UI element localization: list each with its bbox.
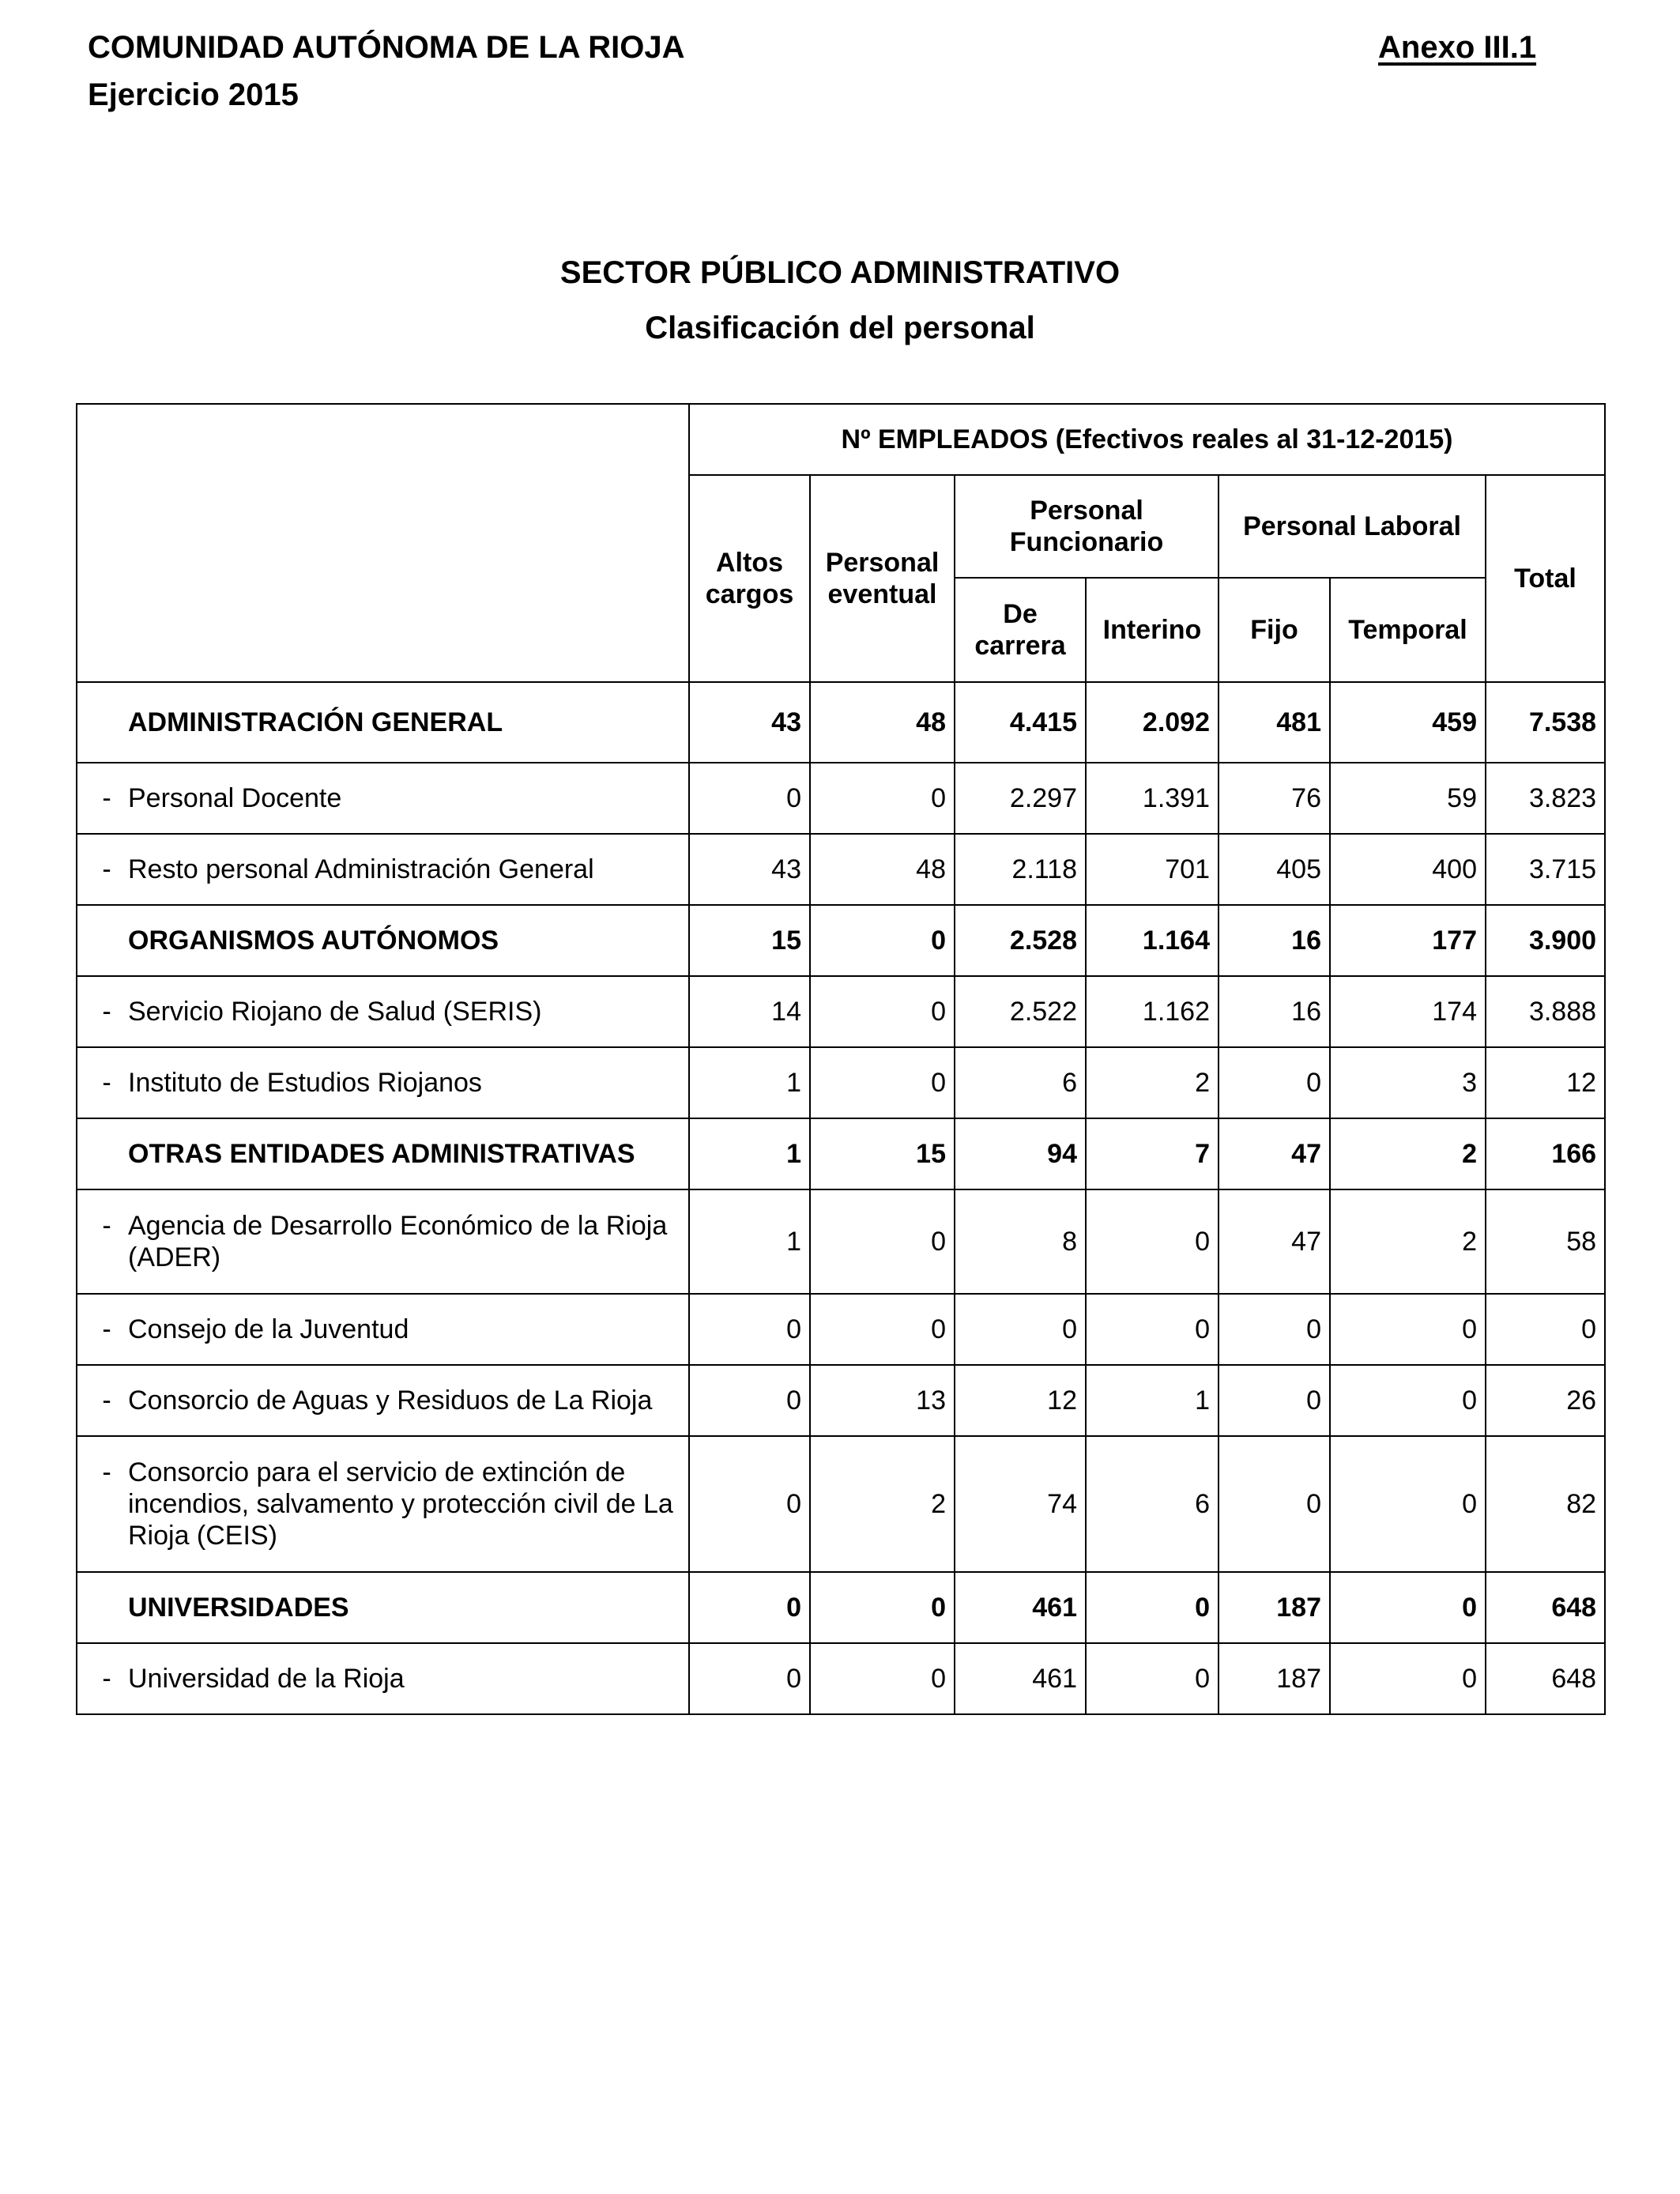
cell-altos-cargos: 43 xyxy=(689,834,810,905)
row-label: Agencia de Desarrollo Económico de la Rioja (ADER) xyxy=(128,1211,668,1272)
cell-personal-eventual: 0 xyxy=(810,1294,955,1365)
cell-de-carrera: 461 xyxy=(955,1643,1086,1714)
row-label-cell xyxy=(77,1572,689,1643)
cell-temporal: 2 xyxy=(1330,1118,1486,1189)
cell-fijo: 0 xyxy=(1219,1294,1330,1365)
cell-personal-eventual: 13 xyxy=(810,1365,955,1436)
header-temporal: Temporal xyxy=(1330,578,1486,682)
row-bullet: - xyxy=(102,997,111,1027)
main-title: SECTOR PÚBLICO ADMINISTRATIVO xyxy=(559,255,1121,290)
header-total: Total xyxy=(1486,475,1605,682)
cell-de-carrera: 8 xyxy=(955,1189,1086,1294)
cell-altos-cargos: 0 xyxy=(689,1294,810,1365)
cell-personal-eventual: 0 xyxy=(810,1572,955,1643)
table-group-row xyxy=(77,905,1605,976)
cell-altos-cargos: 0 xyxy=(689,763,810,834)
row-bullet: - xyxy=(102,1068,111,1098)
table-row xyxy=(77,1365,1605,1436)
header-personal-eventual: Personal eventual xyxy=(810,475,955,682)
cell-interino: 2.092 xyxy=(1086,682,1219,763)
row-label-cell xyxy=(77,834,689,905)
cell-total: 3.715 xyxy=(1486,834,1605,905)
row-label: Universidad de la Rioja xyxy=(128,1664,405,1694)
header-de-carrera: De carrera xyxy=(955,578,1086,682)
cell-fijo: 187 xyxy=(1219,1643,1330,1714)
cell-fijo: 47 xyxy=(1219,1189,1330,1294)
row-label-cell xyxy=(77,1189,689,1294)
title-block xyxy=(0,245,1680,356)
cell-temporal: 459 xyxy=(1330,682,1486,763)
row-bullet: - xyxy=(102,1457,111,1487)
cell-total: 12 xyxy=(1486,1047,1605,1118)
header-personal-laboral: Personal Laboral xyxy=(1219,475,1486,578)
cell-de-carrera: 6 xyxy=(955,1047,1086,1118)
table-row xyxy=(77,1436,1605,1572)
row-label: Consorcio de Aguas y Residuos de La Rioja xyxy=(128,1385,653,1416)
table-row xyxy=(77,1047,1605,1118)
cell-total: 3.888 xyxy=(1486,976,1605,1047)
row-label-cell xyxy=(77,1365,689,1436)
table-group-row xyxy=(77,682,1605,763)
cell-de-carrera: 94 xyxy=(955,1118,1086,1189)
row-label: Servicio Riojano de Salud (SERIS) xyxy=(128,997,542,1027)
cell-fijo: 16 xyxy=(1219,976,1330,1047)
cell-total: 82 xyxy=(1486,1436,1605,1572)
row-label-cell xyxy=(77,1294,689,1365)
row-bullet: - xyxy=(102,1664,111,1694)
cell-personal-eventual: 0 xyxy=(810,976,955,1047)
table-row xyxy=(77,763,1605,834)
cell-interino: 7 xyxy=(1086,1118,1219,1189)
cell-interino: 1 xyxy=(1086,1365,1219,1436)
cell-personal-eventual: 0 xyxy=(810,1047,955,1118)
subtitle: Clasificación del personal xyxy=(645,311,1035,345)
cell-interino: 2 xyxy=(1086,1047,1219,1118)
table-row xyxy=(77,1189,1605,1294)
row-label-cell xyxy=(77,976,689,1047)
cell-fijo: 481 xyxy=(1219,682,1330,763)
row-label-cell xyxy=(77,1643,689,1714)
row-bullet: - xyxy=(102,1211,111,1241)
cell-interino: 701 xyxy=(1086,834,1219,905)
cell-personal-eventual: 2 xyxy=(810,1436,955,1572)
annex-label: Anexo III.1 xyxy=(1378,30,1537,65)
row-label: Consejo de la Juventud xyxy=(128,1314,409,1344)
employees-header: Nº EMPLEADOS (Efectivos reales al 31-12-2015) xyxy=(689,404,1605,475)
cell-altos-cargos: 0 xyxy=(689,1365,810,1436)
header-personal-funcionario: Personal Funcionario xyxy=(955,475,1219,578)
cell-interino: 0 xyxy=(1086,1572,1219,1643)
row-label-cell xyxy=(77,1118,689,1189)
document-header xyxy=(88,24,685,119)
cell-total: 58 xyxy=(1486,1189,1605,1294)
org-name: COMUNIDAD AUTÓNOMA DE LA RIOJA xyxy=(88,30,685,65)
cell-altos-cargos: 1 xyxy=(689,1118,810,1189)
row-label: Instituto de Estudios Riojanos xyxy=(128,1068,482,1098)
cell-altos-cargos: 15 xyxy=(689,905,810,976)
table-row xyxy=(77,834,1605,905)
cell-temporal: 3 xyxy=(1330,1047,1486,1118)
cell-personal-eventual: 48 xyxy=(810,682,955,763)
cell-altos-cargos: 0 xyxy=(689,1436,810,1572)
cell-interino: 0 xyxy=(1086,1643,1219,1714)
row-label-cell xyxy=(77,1436,689,1572)
cell-altos-cargos: 1 xyxy=(689,1047,810,1118)
cell-altos-cargos: 0 xyxy=(689,1572,810,1643)
blank-header-cell xyxy=(77,404,689,682)
cell-temporal: 2 xyxy=(1330,1189,1486,1294)
cell-altos-cargos: 0 xyxy=(689,1643,810,1714)
cell-de-carrera: 74 xyxy=(955,1436,1086,1572)
row-label: ORGANISMOS AUTÓNOMOS xyxy=(128,925,499,956)
cell-total: 3.900 xyxy=(1486,905,1605,976)
cell-interino: 1.164 xyxy=(1086,905,1219,976)
row-label-cell xyxy=(77,763,689,834)
table-row xyxy=(77,976,1605,1047)
cell-personal-eventual: 15 xyxy=(810,1118,955,1189)
cell-temporal: 0 xyxy=(1330,1572,1486,1643)
personnel-table xyxy=(76,403,1606,1715)
row-label: ADMINISTRACIÓN GENERAL xyxy=(128,707,503,737)
row-label-cell xyxy=(77,905,689,976)
cell-interino: 1.162 xyxy=(1086,976,1219,1047)
cell-total: 648 xyxy=(1486,1643,1605,1714)
table-group-row xyxy=(77,1118,1605,1189)
cell-temporal: 400 xyxy=(1330,834,1486,905)
cell-de-carrera: 2.297 xyxy=(955,763,1086,834)
row-label: Consorcio para el servicio de extinción de incendios, salvamento y protección civil de La Rioja (CEIS) xyxy=(128,1457,673,1551)
cell-de-carrera: 2.528 xyxy=(955,905,1086,976)
row-label: UNIVERSIDADES xyxy=(128,1593,349,1623)
cell-fijo: 47 xyxy=(1219,1118,1330,1189)
row-label: OTRAS ENTIDADES ADMINISTRATIVAS xyxy=(128,1139,635,1169)
cell-temporal: 0 xyxy=(1330,1643,1486,1714)
table-body xyxy=(77,682,1605,1714)
row-bullet: - xyxy=(102,1314,111,1344)
row-bullet: - xyxy=(102,854,111,884)
cell-fijo: 187 xyxy=(1219,1572,1330,1643)
cell-de-carrera: 461 xyxy=(955,1572,1086,1643)
cell-altos-cargos: 43 xyxy=(689,682,810,763)
header-fijo: Fijo xyxy=(1219,578,1330,682)
cell-personal-eventual: 0 xyxy=(810,763,955,834)
table-row xyxy=(77,1643,1605,1714)
cell-de-carrera: 0 xyxy=(955,1294,1086,1365)
cell-total: 3.823 xyxy=(1486,763,1605,834)
cell-temporal: 59 xyxy=(1330,763,1486,834)
cell-personal-eventual: 0 xyxy=(810,1189,955,1294)
cell-temporal: 0 xyxy=(1330,1436,1486,1572)
row-bullet: - xyxy=(102,783,111,813)
cell-interino: 0 xyxy=(1086,1294,1219,1365)
cell-temporal: 0 xyxy=(1330,1365,1486,1436)
cell-temporal: 174 xyxy=(1330,976,1486,1047)
fiscal-year: Ejercicio 2015 xyxy=(88,77,299,112)
cell-personal-eventual: 0 xyxy=(810,905,955,976)
cell-interino: 0 xyxy=(1086,1189,1219,1294)
cell-interino: 6 xyxy=(1086,1436,1219,1572)
cell-fijo: 0 xyxy=(1219,1047,1330,1118)
cell-fijo: 0 xyxy=(1219,1365,1330,1436)
cell-altos-cargos: 14 xyxy=(689,976,810,1047)
cell-fijo: 76 xyxy=(1219,763,1330,834)
cell-total: 7.538 xyxy=(1486,682,1605,763)
cell-de-carrera: 4.415 xyxy=(955,682,1086,763)
cell-total: 166 xyxy=(1486,1118,1605,1189)
cell-de-carrera: 12 xyxy=(955,1365,1086,1436)
cell-total: 648 xyxy=(1486,1572,1605,1643)
cell-fijo: 16 xyxy=(1219,905,1330,976)
table-group-row xyxy=(77,1572,1605,1643)
cell-temporal: 0 xyxy=(1330,1294,1486,1365)
row-bullet: - xyxy=(102,1385,111,1416)
cell-temporal: 177 xyxy=(1330,905,1486,976)
header-altos-cargos: Altos cargos xyxy=(689,475,810,682)
table-row xyxy=(77,1294,1605,1365)
cell-de-carrera: 2.522 xyxy=(955,976,1086,1047)
cell-personal-eventual: 0 xyxy=(810,1643,955,1714)
row-label-cell xyxy=(77,682,689,763)
row-label: Resto personal Administración General xyxy=(128,854,594,884)
row-label-cell xyxy=(77,1047,689,1118)
row-label: Personal Docente xyxy=(128,783,342,813)
cell-altos-cargos: 1 xyxy=(689,1189,810,1294)
cell-de-carrera: 2.118 xyxy=(955,834,1086,905)
cell-total: 0 xyxy=(1486,1294,1605,1365)
cell-interino: 1.391 xyxy=(1086,763,1219,834)
cell-total: 26 xyxy=(1486,1365,1605,1436)
cell-fijo: 405 xyxy=(1219,834,1330,905)
cell-personal-eventual: 48 xyxy=(810,834,955,905)
header-interino: Interino xyxy=(1086,578,1219,682)
cell-fijo: 0 xyxy=(1219,1436,1330,1572)
